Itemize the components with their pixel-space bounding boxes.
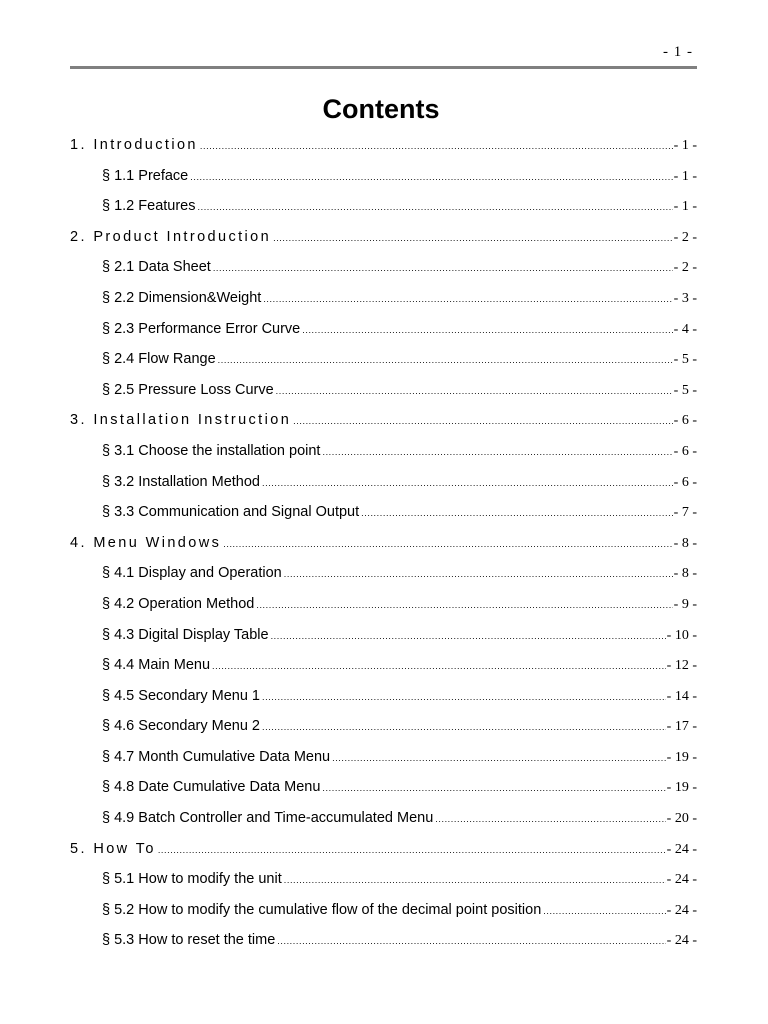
toc-section-entry[interactable] [70, 558, 697, 589]
toc-entry-page-number: - 5 - [673, 382, 697, 398]
toc-entry-page-number: - 14 - [666, 688, 697, 704]
toc-dot-leader [291, 406, 673, 437]
toc-entry-page-number: - 7 - [673, 505, 697, 521]
toc-dot-leader [196, 192, 673, 223]
toc-dot-leader [320, 773, 665, 804]
toc-entry-label: § 4.6 Secondary Menu 2 [102, 718, 260, 735]
toc-dot-leader [275, 926, 665, 957]
toc-section-entry[interactable] [70, 650, 697, 681]
toc-chapter-entry[interactable] [70, 834, 697, 865]
table-of-contents [70, 130, 697, 956]
toc-entry-page-number: - 8 - [673, 535, 697, 551]
toc-entry-page-number: - 17 - [666, 719, 697, 735]
toc-section-entry[interactable] [70, 467, 697, 498]
toc-entry-page-number: - 5 - [673, 352, 697, 368]
toc-entry-page-number: - 8 - [673, 566, 697, 582]
toc-dot-leader [260, 468, 673, 499]
toc-entry-page-number: - 2 - [673, 229, 697, 245]
toc-entry-page-number: - 10 - [666, 627, 697, 643]
toc-entry-label: 3. Installation Instruction [70, 412, 292, 429]
toc-dot-leader [216, 345, 673, 376]
toc-entry-label: § 5.2 How to modify the cumulative flow of the decimal point position [102, 901, 542, 918]
toc-section-entry[interactable] [70, 161, 697, 192]
toc-entry-label: § 2.5 Pressure Loss Curve [102, 381, 274, 398]
toc-chapter-entry[interactable] [70, 222, 697, 253]
toc-entry-label: § 4.1 Display and Operation [102, 565, 282, 582]
toc-section-entry[interactable] [70, 436, 697, 467]
toc-entry-page-number: - 1 - [673, 199, 697, 215]
toc-entry-label: § 3.2 Installation Method [102, 473, 260, 490]
toc-dot-leader [254, 590, 672, 621]
toc-section-entry[interactable] [70, 344, 697, 375]
toc-entry-label: 2. Product Introduction [70, 228, 272, 245]
toc-dot-leader [260, 712, 666, 743]
toc-entry-label: § 2.1 Data Sheet [102, 259, 211, 276]
toc-entry-page-number: - 24 - [666, 841, 697, 857]
toc-dot-leader [330, 743, 666, 774]
toc-chapter-entry[interactable] [70, 405, 697, 436]
toc-dot-leader [260, 682, 666, 713]
toc-entry-page-number: - 24 - [666, 933, 697, 949]
toc-dot-leader [156, 835, 666, 866]
page-number: - 1 - [663, 44, 693, 60]
toc-entry-label: § 4.7 Month Cumulative Data Menu [102, 748, 331, 765]
toc-entry-page-number: - 2 - [673, 260, 697, 276]
toc-entry-page-number: - 20 - [666, 811, 697, 827]
toc-entry-page-number: - 19 - [666, 780, 697, 796]
toc-section-entry[interactable] [70, 191, 697, 222]
toc-entry-label: 1. Introduction [70, 137, 198, 153]
toc-section-entry[interactable] [70, 803, 697, 834]
toc-entry-page-number: - 1 - [673, 138, 697, 153]
toc-section-entry[interactable] [70, 314, 697, 345]
toc-dot-leader [541, 896, 665, 927]
toc-section-entry[interactable] [70, 681, 697, 712]
toc-dot-leader [282, 559, 673, 590]
toc-section-entry[interactable] [70, 252, 697, 283]
toc-entry-label: § 3.1 Choose the installation point [102, 442, 321, 459]
toc-dot-leader [359, 498, 673, 529]
toc-entry-label: § 4.9 Batch Controller and Time-accumulated Menu [102, 810, 434, 827]
toc-dot-leader [300, 315, 672, 346]
toc-entry-page-number: - 19 - [666, 749, 697, 765]
toc-section-entry[interactable] [70, 864, 697, 895]
toc-entry-page-number: - 12 - [666, 658, 697, 674]
toc-entry-page-number: - 1 - [673, 168, 697, 184]
toc-section-entry[interactable] [70, 895, 697, 926]
toc-entry-label: § 1.2 Features [102, 198, 196, 215]
header-rule [70, 66, 697, 69]
toc-section-entry[interactable] [70, 497, 697, 528]
toc-section-entry[interactable] [70, 283, 697, 314]
toc-dot-leader [320, 437, 672, 468]
toc-entry-label: § 5.1 How to modify the unit [102, 871, 282, 888]
toc-dot-leader [198, 131, 673, 162]
toc-entry-label: § 1.1 Preface [102, 167, 189, 184]
toc-entry-label: § 4.2 Operation Method [102, 595, 255, 612]
toc-entry-label: § 4.5 Secondary Menu 1 [102, 687, 260, 704]
toc-dot-leader [188, 162, 672, 193]
toc-dot-leader [271, 223, 673, 254]
toc-dot-leader [221, 529, 672, 560]
toc-entry-label: § 2.2 Dimension&Weight [102, 289, 262, 306]
toc-entry-label: 5. How To [70, 840, 156, 857]
toc-dot-leader [282, 865, 666, 896]
toc-dot-leader [211, 253, 673, 284]
toc-entry-page-number: - 24 - [666, 902, 697, 918]
toc-section-entry[interactable] [70, 742, 697, 773]
toc-entry-page-number: - 24 - [666, 872, 697, 888]
toc-entry-page-number: - 4 - [673, 321, 697, 337]
page-title: Contents [322, 94, 440, 124]
toc-entry-page-number: - 3 - [673, 290, 697, 306]
toc-dot-leader [433, 804, 665, 835]
toc-entry-page-number: - 6 - [673, 413, 697, 429]
toc-entry-page-number: - 6 - [673, 474, 697, 490]
toc-entry-label: § 4.8 Date Cumulative Data Menu [102, 779, 321, 796]
toc-dot-leader [210, 651, 666, 682]
toc-section-entry[interactable] [70, 711, 697, 742]
toc-dot-leader [261, 284, 672, 315]
toc-entry-label: § 4.3 Digital Display Table [102, 626, 269, 643]
toc-entry-label: § 5.3 How to reset the time [102, 932, 276, 949]
toc-section-entry[interactable] [70, 925, 697, 956]
toc-section-entry[interactable] [70, 620, 697, 651]
toc-section-entry[interactable] [70, 589, 697, 620]
toc-chapter-entry[interactable] [70, 130, 697, 161]
toc-entry-label: § 3.3 Communication and Signal Output [102, 504, 360, 521]
toc-entry-label: § 2.4 Flow Range [102, 351, 216, 368]
toc-entry-label: § 2.3 Performance Error Curve [102, 320, 301, 337]
toc-entry-page-number: - 6 - [673, 443, 697, 459]
toc-dot-leader [269, 621, 666, 652]
toc-entry-page-number: - 9 - [673, 596, 697, 612]
toc-section-entry[interactable] [70, 375, 697, 406]
toc-entry-label: § 4.4 Main Menu [102, 657, 211, 674]
toc-chapter-entry[interactable] [70, 528, 697, 559]
toc-entry-label: 4. Menu Windows [70, 534, 222, 551]
toc-dot-leader [274, 376, 673, 407]
toc-section-entry[interactable] [70, 772, 697, 803]
